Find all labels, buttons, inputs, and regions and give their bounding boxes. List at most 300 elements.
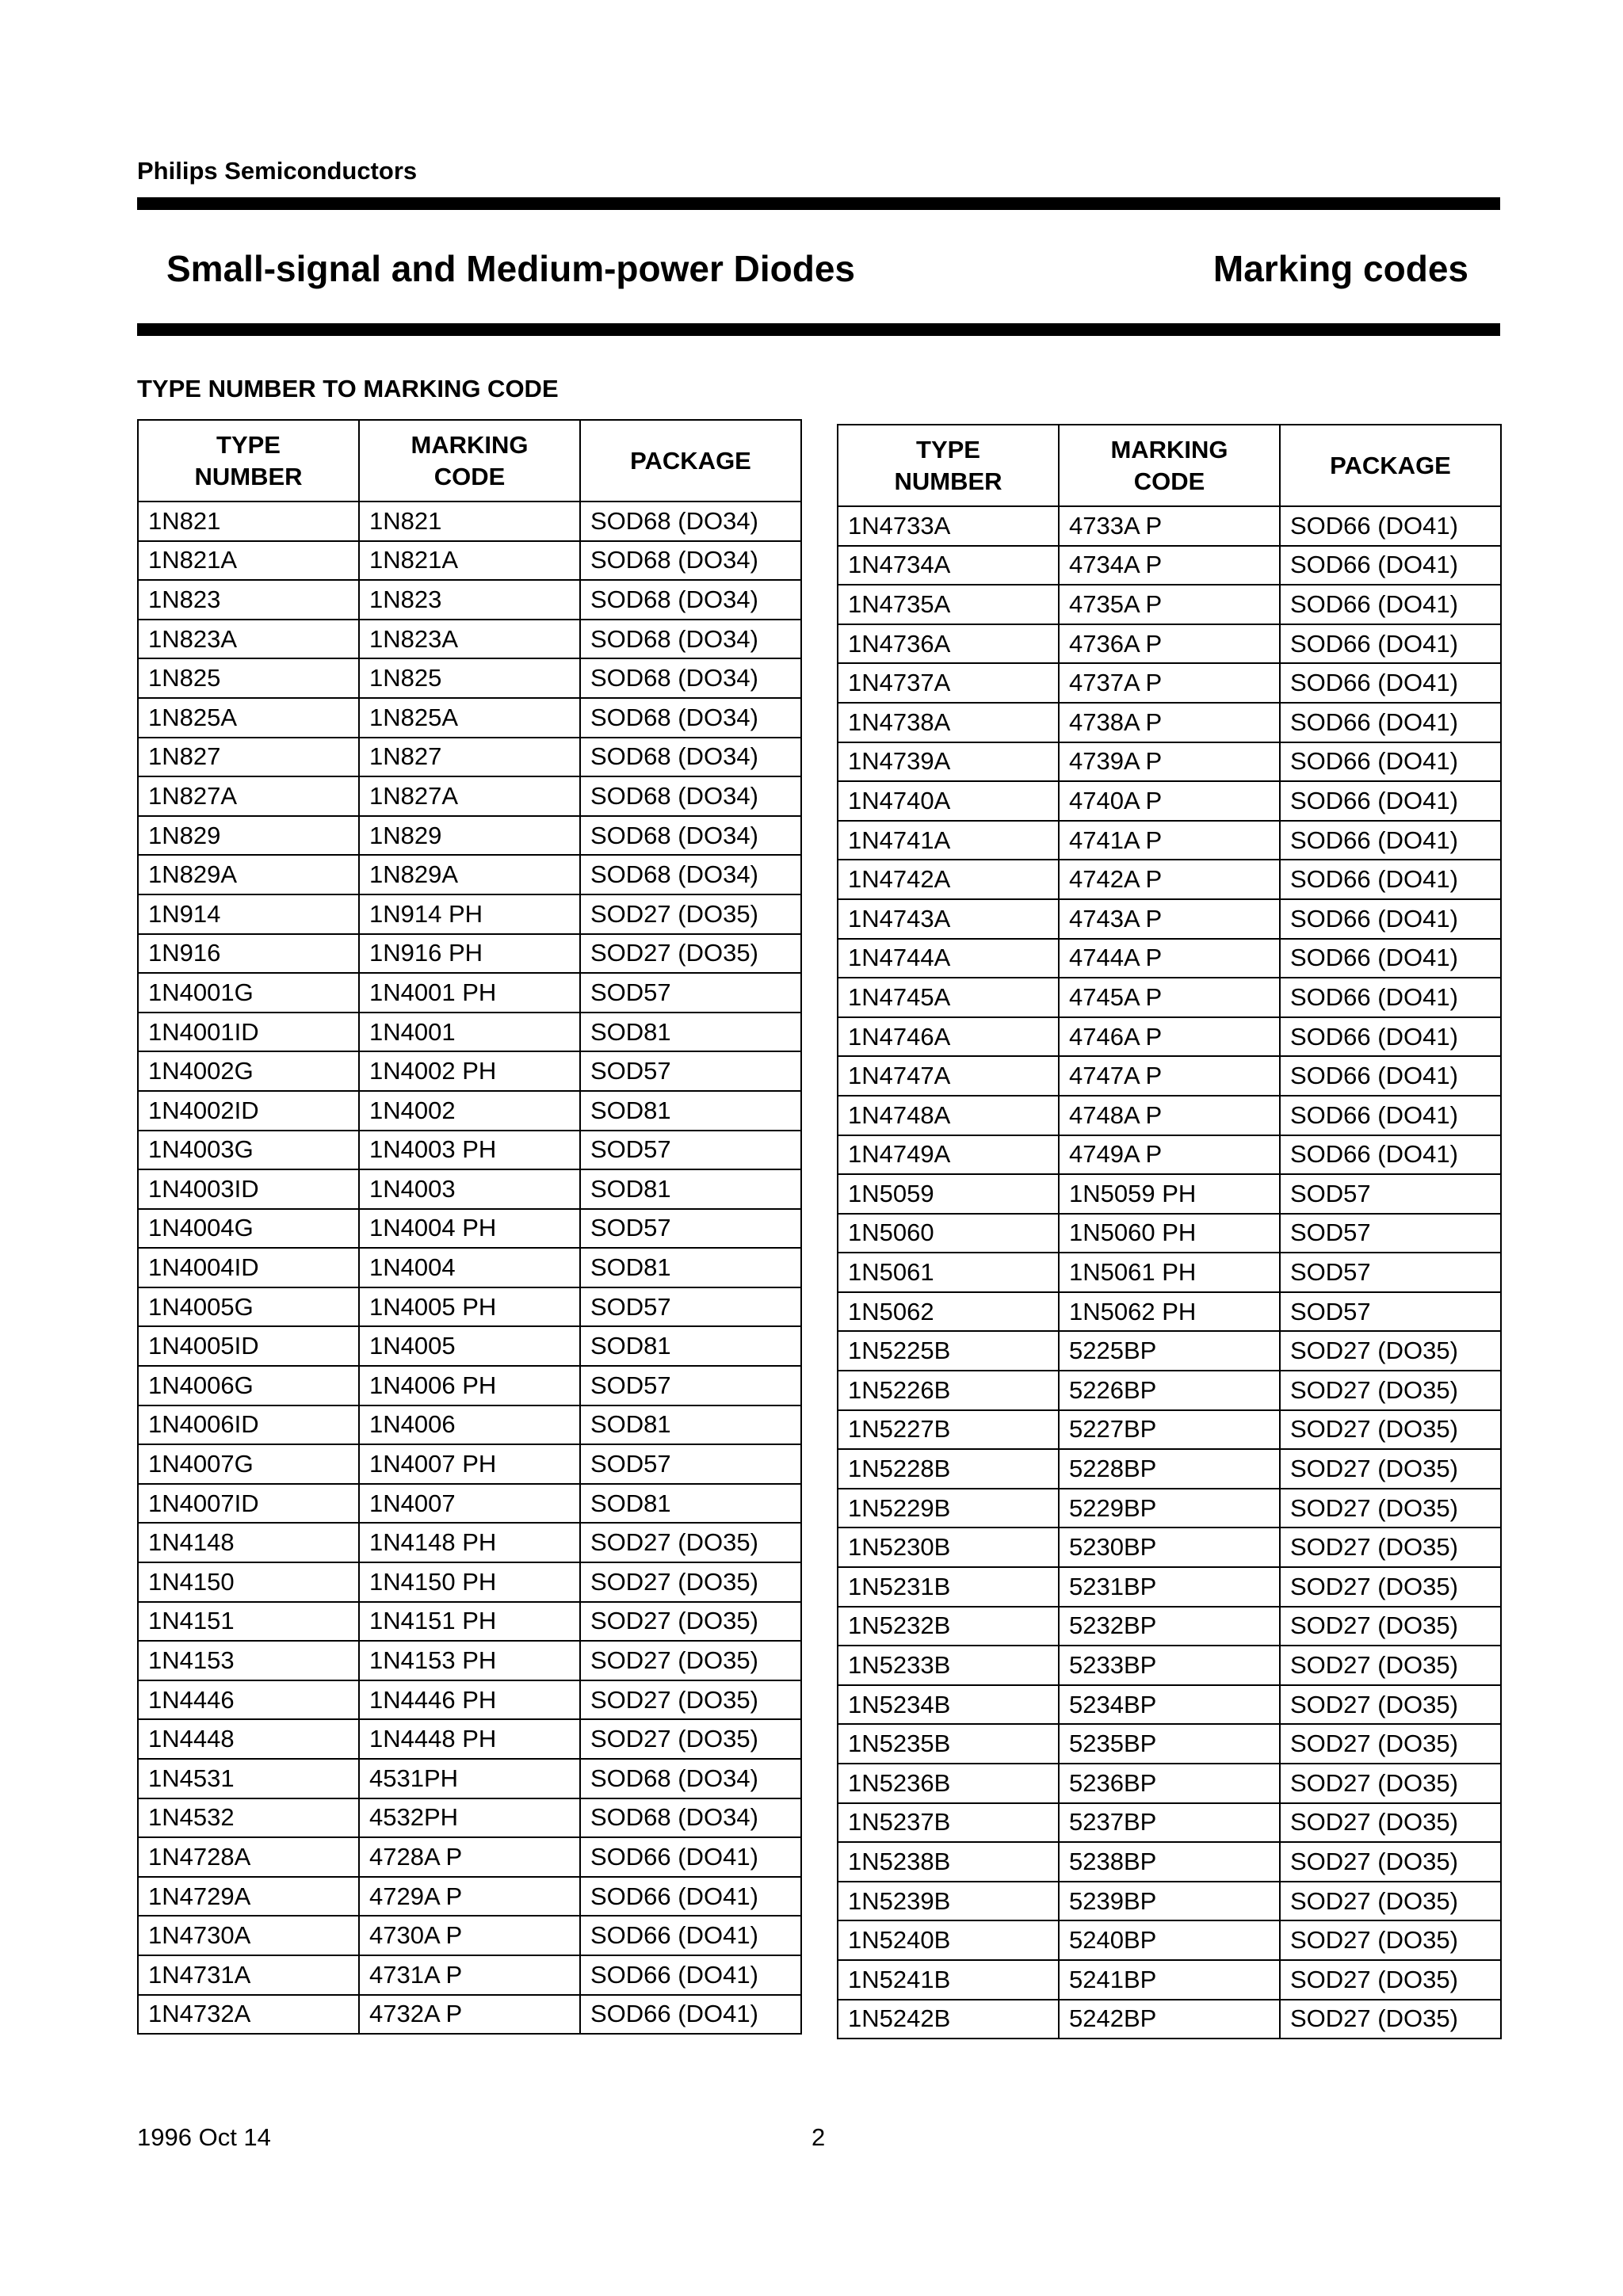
type-number-cell: 1N5229B — [838, 1489, 1059, 1528]
type-number-cell: 1N5232B — [838, 1607, 1059, 1646]
table-row — [138, 855, 801, 894]
package-cell: SOD68 (DO34) — [580, 658, 801, 698]
package-cell: SOD66 (DO41) — [580, 1955, 801, 1995]
header-marking-code: MARKING CODE — [359, 420, 580, 502]
package-cell: SOD66 (DO41) — [1280, 978, 1501, 1017]
package-cell: SOD81 — [580, 1169, 801, 1209]
table-row — [838, 585, 1501, 624]
type-number-cell: 1N4731A — [138, 1955, 359, 1995]
marking-code-cell: 1N4001 PH — [359, 973, 580, 1013]
type-number-cell: 1N4729A — [138, 1877, 359, 1917]
type-number-cell: 1N4007G — [138, 1444, 359, 1484]
package-cell: SOD68 (DO34) — [580, 816, 801, 856]
table-row — [838, 1803, 1501, 1843]
package-cell: SOD27 (DO35) — [1280, 2000, 1501, 2039]
package-cell: SOD66 (DO41) — [1280, 546, 1501, 585]
section-title: Marking codes — [1212, 248, 1468, 289]
type-number-cell: 1N5240B — [838, 1920, 1059, 1960]
table-row — [138, 1877, 801, 1917]
marking-code-cell: 1N916 PH — [359, 934, 580, 974]
marking-code-cell: 4739A P — [1059, 742, 1280, 782]
type-number-cell: 1N823 — [138, 580, 359, 620]
type-number-cell: 1N4531 — [138, 1759, 359, 1798]
package-cell: SOD81 — [580, 1484, 801, 1524]
table-row — [138, 738, 801, 777]
table-row — [138, 1131, 801, 1170]
package-cell: SOD66 (DO41) — [1280, 1056, 1501, 1096]
table-row — [838, 1174, 1501, 1214]
package-cell: SOD81 — [580, 1013, 801, 1052]
marking-code-cell: 1N825A — [359, 698, 580, 738]
package-cell: SOD57 — [1280, 1214, 1501, 1253]
marking-code-cell: 1N5059 PH — [1059, 1174, 1280, 1214]
table-row — [138, 816, 801, 856]
table-row — [838, 899, 1501, 939]
type-number-cell: 1N5062 — [838, 1292, 1059, 1332]
marking-code-cell: 5238BP — [1059, 1842, 1280, 1882]
table-row — [138, 1995, 801, 2035]
table-row — [138, 894, 801, 934]
header-bottom-rule — [137, 323, 1500, 336]
marking-code-cell: 5229BP — [1059, 1489, 1280, 1528]
table-row — [138, 502, 801, 541]
type-number-cell: 1N4741A — [838, 821, 1059, 860]
type-number-cell: 1N4003G — [138, 1131, 359, 1170]
table-row — [138, 1051, 801, 1091]
package-cell: SOD68 (DO34) — [580, 1759, 801, 1798]
table-row — [838, 1331, 1501, 1371]
table-row — [138, 1209, 801, 1249]
type-number-cell: 1N4003ID — [138, 1169, 359, 1209]
table-row — [838, 1646, 1501, 1685]
package-cell: SOD27 (DO35) — [580, 934, 801, 974]
package-cell: SOD27 (DO35) — [1280, 1489, 1501, 1528]
package-cell: SOD68 (DO34) — [580, 776, 801, 816]
type-number-cell: 1N914 — [138, 894, 359, 934]
table-row — [838, 1253, 1501, 1292]
table-row — [838, 1135, 1501, 1175]
table-row — [838, 781, 1501, 821]
package-cell: SOD27 (DO35) — [1280, 1449, 1501, 1489]
package-cell: SOD57 — [1280, 1174, 1501, 1214]
type-number-cell: 1N4001ID — [138, 1013, 359, 1052]
type-number-cell: 1N5230B — [838, 1527, 1059, 1567]
marking-code-cell: 1N4153 PH — [359, 1641, 580, 1680]
marking-code-cell: 1N821 — [359, 502, 580, 541]
table-row — [838, 860, 1501, 899]
marking-code-cell: 5241BP — [1059, 1960, 1280, 2000]
marking-code-cell: 1N821A — [359, 541, 580, 581]
marking-code-cell: 1N4006 — [359, 1405, 580, 1445]
package-cell: SOD27 (DO35) — [580, 1602, 801, 1642]
table-row — [138, 1444, 801, 1484]
type-number-cell: 1N5225B — [838, 1331, 1059, 1371]
type-number-cell: 1N4734A — [838, 546, 1059, 585]
type-number-cell: 1N4002G — [138, 1051, 359, 1091]
type-number-cell: 1N827A — [138, 776, 359, 816]
type-number-cell: 1N5236B — [838, 1764, 1059, 1803]
marking-code-cell: 4743A P — [1059, 899, 1280, 939]
marking-code-cell: 1N4004 — [359, 1248, 580, 1287]
header-type-number: TYPE NUMBER — [838, 425, 1059, 506]
type-number-cell: 1N4749A — [838, 1135, 1059, 1175]
table-row — [138, 1013, 801, 1052]
package-cell: SOD27 (DO35) — [1280, 1567, 1501, 1607]
package-cell: SOD66 (DO41) — [1280, 624, 1501, 664]
marking-code-cell: 4738A P — [1059, 703, 1280, 742]
table-row — [838, 978, 1501, 1017]
marking-code-cell: 1N5060 PH — [1059, 1214, 1280, 1253]
type-number-cell: 1N825 — [138, 658, 359, 698]
marking-code-cell: 1N4007 PH — [359, 1444, 580, 1484]
marking-code-cell: 5230BP — [1059, 1527, 1280, 1567]
type-number-cell: 1N5059 — [838, 1174, 1059, 1214]
table-row — [138, 1326, 801, 1366]
package-cell: SOD66 (DO41) — [1280, 899, 1501, 939]
marking-code-cell: 5234BP — [1059, 1685, 1280, 1725]
type-number-cell: 1N829A — [138, 855, 359, 894]
package-cell: SOD66 (DO41) — [1280, 1096, 1501, 1135]
marking-code-cell: 1N823 — [359, 580, 580, 620]
package-cell: SOD66 (DO41) — [580, 1995, 801, 2035]
marking-code-cell: 1N4002 PH — [359, 1051, 580, 1091]
marking-code-cell: 5228BP — [1059, 1449, 1280, 1489]
marking-code-cell: 1N4005 PH — [359, 1287, 580, 1327]
package-cell: SOD68 (DO34) — [580, 1798, 801, 1838]
type-number-cell: 1N5227B — [838, 1410, 1059, 1450]
marking-code-cell: 5225BP — [1059, 1331, 1280, 1371]
table-row — [138, 541, 801, 581]
marking-code-cell: 1N4004 PH — [359, 1209, 580, 1249]
marking-code-cell: 1N4006 PH — [359, 1366, 580, 1405]
marking-code-cell: 5227BP — [1059, 1410, 1280, 1450]
table-row — [838, 1764, 1501, 1803]
marking-code-cell: 5236BP — [1059, 1764, 1280, 1803]
marking-code-cell: 4748A P — [1059, 1096, 1280, 1135]
type-number-cell: 1N4151 — [138, 1602, 359, 1642]
type-number-cell: 1N5235B — [838, 1724, 1059, 1764]
package-cell: SOD68 (DO34) — [580, 855, 801, 894]
table-row — [838, 821, 1501, 860]
package-cell: SOD27 (DO35) — [580, 1562, 801, 1602]
marking-code-cell: 1N4150 PH — [359, 1562, 580, 1602]
table-row — [838, 1920, 1501, 1960]
package-cell: SOD27 (DO35) — [1280, 1410, 1501, 1450]
table-row — [138, 1719, 801, 1759]
table-row — [838, 1214, 1501, 1253]
package-cell: SOD27 (DO35) — [1280, 1371, 1501, 1410]
package-cell: SOD27 (DO35) — [1280, 1803, 1501, 1843]
package-cell: SOD27 (DO35) — [1280, 1331, 1501, 1371]
package-cell: SOD66 (DO41) — [1280, 663, 1501, 703]
type-number-cell: 1N4743A — [838, 899, 1059, 939]
marking-code-cell: 1N4448 PH — [359, 1719, 580, 1759]
table-row — [138, 1169, 801, 1209]
marking-code-cell: 1N5062 PH — [1059, 1292, 1280, 1332]
marking-code-table-left — [137, 419, 802, 2035]
package-cell: SOD66 (DO41) — [1280, 860, 1501, 899]
type-number-cell: 1N827 — [138, 738, 359, 777]
marking-code-cell: 1N4148 PH — [359, 1523, 580, 1562]
marking-code-cell: 4731A P — [359, 1955, 580, 1995]
section-heading: TYPE NUMBER TO MARKING CODE — [137, 375, 559, 402]
header-package: PACKAGE — [580, 420, 801, 502]
table-row — [138, 1405, 801, 1445]
type-number-cell: 1N5234B — [838, 1685, 1059, 1725]
type-number-cell: 1N4733A — [838, 506, 1059, 546]
package-cell: SOD66 (DO41) — [580, 1837, 801, 1877]
package-cell: SOD27 (DO35) — [1280, 1527, 1501, 1567]
marking-code-cell: 1N825 — [359, 658, 580, 698]
marking-code-cell: 1N4001 — [359, 1013, 580, 1052]
marking-code-cell: 4740A P — [1059, 781, 1280, 821]
type-number-cell: 1N4446 — [138, 1680, 359, 1720]
table-row — [838, 1056, 1501, 1096]
package-cell: SOD68 (DO34) — [580, 698, 801, 738]
marking-code-cell: 1N914 PH — [359, 894, 580, 934]
table-row — [838, 1527, 1501, 1567]
type-number-cell: 1N4746A — [838, 1017, 1059, 1057]
marking-code-cell: 4733A P — [1059, 506, 1280, 546]
package-cell: SOD57 — [580, 1444, 801, 1484]
package-cell: SOD57 — [580, 1051, 801, 1091]
table-row — [138, 1916, 801, 1955]
marking-code-cell: 1N4003 PH — [359, 1131, 580, 1170]
package-cell: SOD57 — [580, 973, 801, 1013]
marking-code-cell: 4734A P — [1059, 546, 1280, 585]
type-number-cell: 1N4744A — [838, 939, 1059, 978]
package-cell: SOD68 (DO34) — [580, 620, 801, 659]
type-number-cell: 1N5231B — [838, 1567, 1059, 1607]
package-cell: SOD68 (DO34) — [580, 580, 801, 620]
type-number-cell: 1N4745A — [838, 978, 1059, 1017]
package-cell: SOD81 — [580, 1091, 801, 1131]
marking-code-cell: 1N4446 PH — [359, 1680, 580, 1720]
marking-code-cell: 4735A P — [1059, 585, 1280, 624]
marking-code-cell: 1N829A — [359, 855, 580, 894]
package-cell: SOD27 (DO35) — [1280, 1882, 1501, 1921]
marking-code-cell: 4737A P — [1059, 663, 1280, 703]
package-cell: SOD66 (DO41) — [1280, 742, 1501, 782]
package-cell: SOD57 — [580, 1287, 801, 1327]
package-cell: SOD68 (DO34) — [580, 541, 801, 581]
package-cell: SOD81 — [580, 1248, 801, 1287]
marking-code-cell: 4531PH — [359, 1759, 580, 1798]
package-cell: SOD66 (DO41) — [1280, 703, 1501, 742]
type-number-cell: 1N5237B — [838, 1803, 1059, 1843]
marking-code-cell: 4728A P — [359, 1837, 580, 1877]
marking-code-cell: 5232BP — [1059, 1607, 1280, 1646]
footer-date: 1996 Oct 14 — [137, 2123, 271, 2151]
marking-code-cell: 5233BP — [1059, 1646, 1280, 1685]
table-row — [138, 1091, 801, 1131]
marking-code-cell: 4736A P — [1059, 624, 1280, 664]
package-cell: SOD27 (DO35) — [580, 1523, 801, 1562]
marking-code-cell: 5240BP — [1059, 1920, 1280, 1960]
marking-code-cell: 4730A P — [359, 1916, 580, 1955]
marking-code-cell: 1N4007 — [359, 1484, 580, 1524]
package-cell: SOD27 (DO35) — [1280, 1764, 1501, 1803]
table-header-row — [138, 420, 801, 502]
table-row — [138, 1366, 801, 1405]
package-cell: SOD66 (DO41) — [1280, 939, 1501, 978]
package-cell: SOD27 (DO35) — [1280, 1724, 1501, 1764]
table-row — [138, 1680, 801, 1720]
marking-code-cell: 1N4002 — [359, 1091, 580, 1131]
table-row — [138, 698, 801, 738]
type-number-cell: 1N4739A — [838, 742, 1059, 782]
package-cell: SOD68 (DO34) — [580, 738, 801, 777]
package-cell: SOD66 (DO41) — [580, 1916, 801, 1955]
package-cell: SOD66 (DO41) — [1280, 1135, 1501, 1175]
type-number-cell: 1N4007ID — [138, 1484, 359, 1524]
type-number-cell: 1N4001G — [138, 973, 359, 1013]
type-number-cell: 1N4148 — [138, 1523, 359, 1562]
package-cell: SOD27 (DO35) — [1280, 1920, 1501, 1960]
table-row — [138, 1287, 801, 1327]
table-row — [138, 1484, 801, 1524]
table-row — [138, 658, 801, 698]
table-row — [138, 973, 801, 1013]
package-cell: SOD66 (DO41) — [1280, 585, 1501, 624]
table-row — [838, 1449, 1501, 1489]
table-row — [838, 1017, 1501, 1057]
table-row — [838, 1292, 1501, 1332]
table-row — [138, 934, 801, 974]
table-row — [838, 1489, 1501, 1528]
type-number-cell: 1N821A — [138, 541, 359, 581]
type-number-cell: 1N5226B — [838, 1371, 1059, 1410]
package-cell: SOD66 (DO41) — [1280, 821, 1501, 860]
type-number-cell: 1N4730A — [138, 1916, 359, 1955]
package-cell: SOD57 — [1280, 1253, 1501, 1292]
table-row — [138, 1759, 801, 1798]
type-number-cell: 1N5238B — [838, 1842, 1059, 1882]
type-number-cell: 1N4150 — [138, 1562, 359, 1602]
type-number-cell: 1N5239B — [838, 1882, 1059, 1921]
type-number-cell: 1N4532 — [138, 1798, 359, 1838]
table-row — [838, 1724, 1501, 1764]
marking-code-cell: 5235BP — [1059, 1724, 1280, 1764]
table-row — [138, 1837, 801, 1877]
package-cell: SOD68 (DO34) — [580, 502, 801, 541]
marking-code-cell: 5242BP — [1059, 2000, 1280, 2039]
type-number-cell: 1N4002ID — [138, 1091, 359, 1131]
type-number-cell: 1N4004ID — [138, 1248, 359, 1287]
marking-code-cell: 5226BP — [1059, 1371, 1280, 1410]
table-row — [838, 1960, 1501, 2000]
marking-code-cell: 1N4005 — [359, 1326, 580, 1366]
package-cell: SOD27 (DO35) — [1280, 1960, 1501, 2000]
marking-code-cell: 1N829 — [359, 816, 580, 856]
type-number-cell: 1N4728A — [138, 1837, 359, 1877]
type-number-cell: 1N4448 — [138, 1719, 359, 1759]
package-cell: SOD57 — [580, 1209, 801, 1249]
marking-code-cell: 4749A P — [1059, 1135, 1280, 1175]
type-number-cell: 1N4738A — [838, 703, 1059, 742]
marking-code-cell: 1N827 — [359, 738, 580, 777]
table-row — [838, 1567, 1501, 1607]
table-row — [838, 2000, 1501, 2039]
table-row — [838, 939, 1501, 978]
marking-code-cell: 1N5061 PH — [1059, 1253, 1280, 1292]
marking-code-cell: 4745A P — [1059, 978, 1280, 1017]
table-row — [138, 1602, 801, 1642]
marking-code-cell: 4747A P — [1059, 1056, 1280, 1096]
type-number-cell: 1N829 — [138, 816, 359, 856]
marking-code-cell: 4729A P — [359, 1877, 580, 1917]
type-number-cell: 1N823A — [138, 620, 359, 659]
type-number-cell: 1N4735A — [838, 585, 1059, 624]
package-cell: SOD81 — [580, 1405, 801, 1445]
type-number-cell: 1N4737A — [838, 663, 1059, 703]
package-cell: SOD27 (DO35) — [580, 894, 801, 934]
type-number-cell: 1N4006G — [138, 1366, 359, 1405]
table-row — [838, 1882, 1501, 1921]
type-number-cell: 1N825A — [138, 698, 359, 738]
marking-code-cell: 5237BP — [1059, 1803, 1280, 1843]
package-cell: SOD27 (DO35) — [1280, 1607, 1501, 1646]
package-cell: SOD66 (DO41) — [1280, 781, 1501, 821]
table-row — [838, 1842, 1501, 1882]
table-row — [838, 742, 1501, 782]
package-cell: SOD27 (DO35) — [1280, 1842, 1501, 1882]
marking-code-cell: 5239BP — [1059, 1882, 1280, 1921]
package-cell: SOD27 (DO35) — [1280, 1646, 1501, 1685]
table-row — [138, 1641, 801, 1680]
type-number-cell: 1N4732A — [138, 1995, 359, 2035]
table-row — [838, 1607, 1501, 1646]
type-number-cell: 1N4004G — [138, 1209, 359, 1249]
marking-code-cell: 4741A P — [1059, 821, 1280, 860]
table-row — [138, 1955, 801, 1995]
table-row — [138, 1523, 801, 1562]
package-cell: SOD27 (DO35) — [580, 1641, 801, 1680]
marking-code-cell: 4732A P — [359, 1995, 580, 2035]
marking-code-cell: 4746A P — [1059, 1017, 1280, 1057]
table-row — [838, 624, 1501, 664]
marking-code-cell: 4744A P — [1059, 939, 1280, 978]
marking-code-cell: 1N823A — [359, 620, 580, 659]
page-number: 2 — [812, 2123, 826, 2151]
table-row — [838, 703, 1501, 742]
type-number-cell: 1N4736A — [838, 624, 1059, 664]
table-row — [838, 506, 1501, 546]
header-top-rule — [137, 197, 1500, 210]
type-number-cell: 1N4005G — [138, 1287, 359, 1327]
package-cell: SOD66 (DO41) — [1280, 506, 1501, 546]
type-number-cell: 1N4006ID — [138, 1405, 359, 1445]
table-row — [138, 776, 801, 816]
table-row — [138, 1798, 801, 1838]
table-row — [138, 1562, 801, 1602]
package-cell: SOD81 — [580, 1326, 801, 1366]
marking-code-cell: 4742A P — [1059, 860, 1280, 899]
package-cell: SOD27 (DO35) — [580, 1719, 801, 1759]
table-row — [838, 1371, 1501, 1410]
type-number-cell: 1N5241B — [838, 1960, 1059, 2000]
type-number-cell: 1N4005ID — [138, 1326, 359, 1366]
type-number-cell: 1N5061 — [838, 1253, 1059, 1292]
table-row — [838, 663, 1501, 703]
type-number-cell: 1N5233B — [838, 1646, 1059, 1685]
type-number-cell: 1N4748A — [838, 1096, 1059, 1135]
type-number-cell: 1N5228B — [838, 1449, 1059, 1489]
table-row — [138, 580, 801, 620]
company-name: Philips Semiconductors — [137, 157, 418, 185]
table-row — [138, 1248, 801, 1287]
package-cell: SOD57 — [1280, 1292, 1501, 1332]
